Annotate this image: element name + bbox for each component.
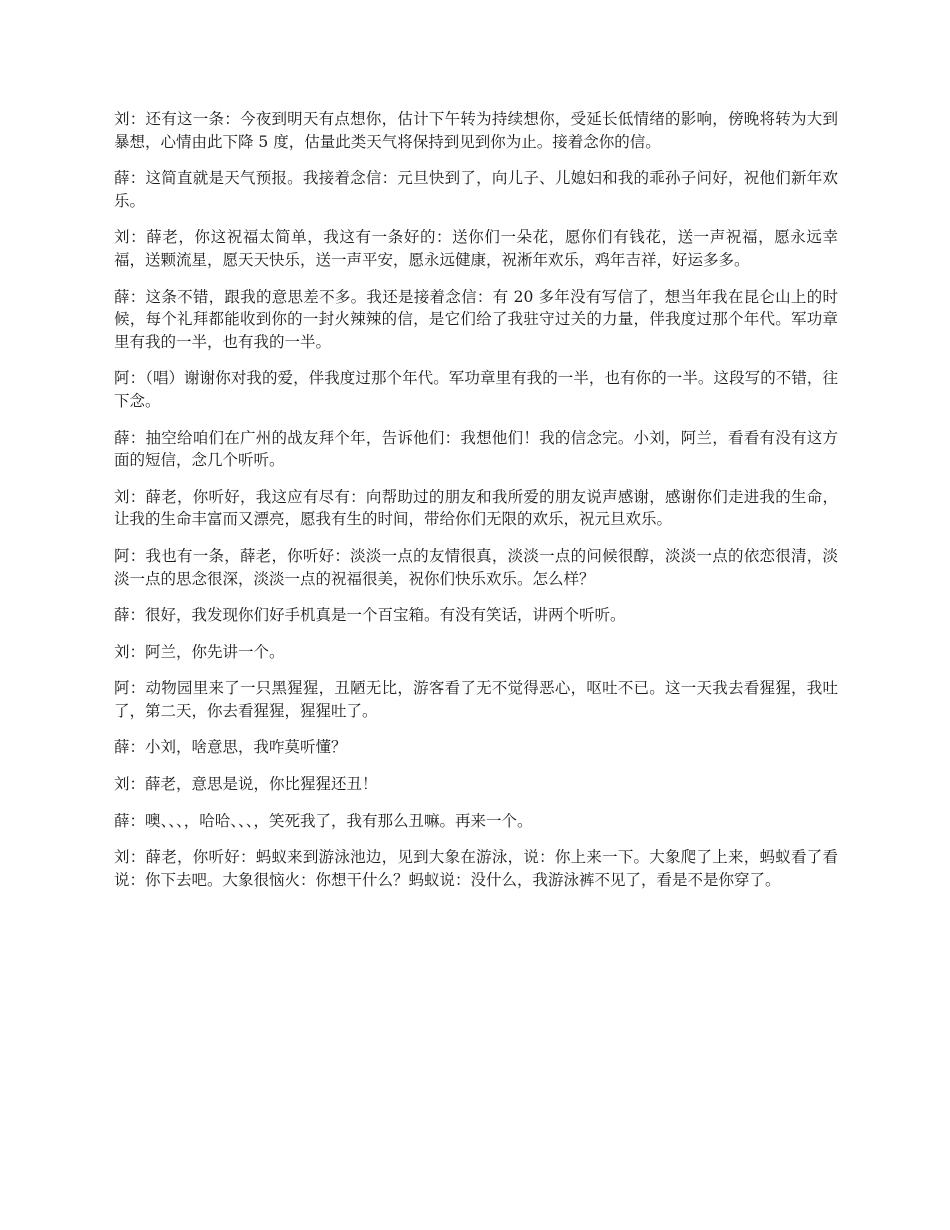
document-body [114,108,838,891]
dialogue-paragraph: 薛：很好，我发现你们好手机真是一个百宝箱。有没有笑话，讲两个听听。 [114,606,626,625]
dialogue-paragraph: 刘：薛老，意思是说，你比猩猩还丑！ [114,775,378,794]
dialogue-paragraph: 刘：薛老，你听好：蚂蚁来到游泳池边，见到大象在游泳，说：你上来一下。大象爬了上来，蚂蚁看了看说：你下去吧。大象很恼火：你想干什么？蚂蚁说：没什么，我游泳裤不见了，看是不是你穿了。 [114,848,838,889]
dialogue-paragraph: 阿：我也有一条，薛老，你听好：淡淡一点的友情很真，淡淡一点的问候很醇，淡淡一点的依恋很清，淡淡一点的思念很深，淡淡一点的祝福很美，祝你们快乐欢乐。怎么样？ [114,546,838,588]
dialogue-paragraph: 阿：动物园里来了一只黑猩猩，丑陋无比，游客看了无不觉得恶心，呕吐不已。这一天我去看猩猩，我吐了，第二天，你去看猩猩，猩猩吐了。 [114,679,838,720]
dialogue-paragraph: 薛：小刘，啥意思，我咋莫听懂？ [114,738,347,757]
dialogue-paragraph: 刘：阿兰，你先讲一个。 [114,642,285,661]
dialogue-paragraph: 薛：这条不错，跟我的意思差不多。我还是接着念信：有 20 多年没有写信了，想当年我在昆仑山上的时候，每个礼拜都能收到你的一封火辣辣的信，是它们给了我驻守过关的力量，伴我度过那个年代。军功章里有我的一半，也有我的一半。 [114,287,838,351]
dialogue-paragraph: 薛：噢、、、，哈哈、、、，笑死我了，我有那么丑嘛。再来一个。 [114,811,533,830]
dialogue-paragraph: 薛：抽空给咱们在广州的战友拜个年，告诉他们：我想他们！我的信念完。小刘，阿兰，看看有没有这方面的短信，念几个听听。 [114,428,838,470]
dialogue-paragraph: 刘：薛老，你这祝福太简单，我这有一条好的：送你们一朵花，愿你们有钱花，送一声祝福，愿永远幸福，送颗流星，愿天天快乐，送一声平安，愿永远健康，祝淅年欢乐，鸡年吉祥，好运多多。 [114,228,838,269]
dialogue-paragraph: 刘：还有这一条：今夜到明天有点想你，估计下午转为持续想你，受延长低情绪的影响，傍晚将转为大到暴想，心情由此下降 5 度，估量此类天气将保持到见到你为止。接着念你的信。 [114,110,838,151]
dialogue-paragraph: 刘：薛老，你听好，我这应有尽有：向帮助过的朋友和我所爱的朋友说声感谢，感谢你们走进我的生命，让我的生命丰富而又漂亮，愿我有生的时间，带给你们无限的欢乐，祝元旦欢乐。 [114,487,838,529]
dialogue-paragraph: 薛：这简直就是天气预报。我接着念信：元旦快到了，向儿子、儿媳妇和我的乖孙子问好，祝他们新年欢乐。 [114,169,838,210]
dialogue-paragraph: 阿：（唱）谢谢你对我的爱，伴我度过那个年代。军功章里有我的一半，也有你的一半。这段写的不错，往下念。 [114,369,838,410]
